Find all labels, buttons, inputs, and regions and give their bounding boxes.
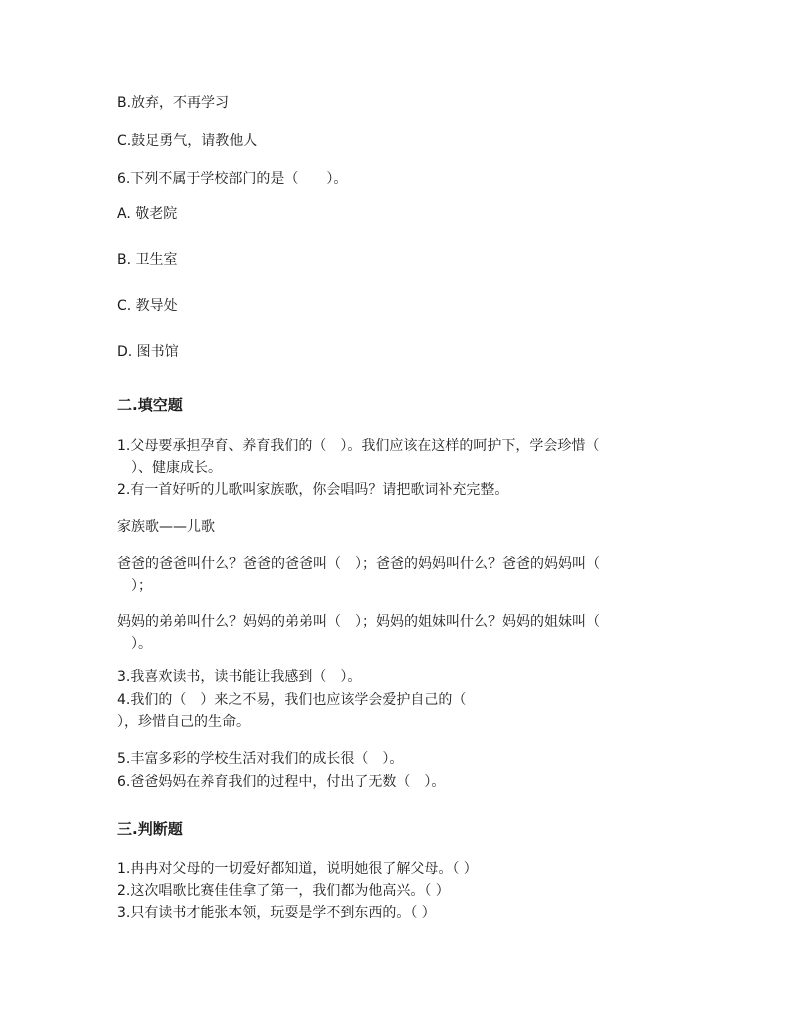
fill-question-1-line-1: 1.父母要承担孕育、养育我们的（ ）。我们应该在这样的呵护下，学会珍惜（ [117, 438, 600, 454]
judge-question-3: 3.只有读书才能张本领，玩耍是学不到东西的。（ ） [117, 905, 436, 921]
option-b-give-up: B.放弃，不再学习 [117, 95, 230, 111]
option-b: B. 卫生室 [117, 252, 178, 268]
fill-question-1-line-2: ）、健康成长。 [117, 460, 222, 476]
fill-question-5: 5.丰富多彩的学校生活对我们的成长很（ ）。 [117, 751, 404, 767]
fill-question-4-line-1: 4.我们的（ ）来之不易，我们也应该学会爱护自己的（ [117, 692, 467, 708]
song-verse-2-line-1: 妈妈的弟弟叫什么？妈妈的弟弟叫（ ）；妈妈的姐妹叫什么？妈妈的姐妹叫（ [117, 614, 600, 630]
question-6: 6.下列不属于学校部门的是（ ）。 [117, 171, 348, 187]
fill-question-2: 2.有一首好听的儿歌叫家族歌，你会唱吗？请把歌词补充完整。 [117, 482, 509, 498]
option-a: A. 敬老院 [117, 206, 178, 222]
option-c: C. 教导处 [117, 298, 178, 314]
option-c-ask-others: C.鼓足勇气，请教他人 [117, 133, 258, 149]
fill-question-3: 3.我喜欢读书，读书能让我感到（ ）。 [117, 669, 362, 685]
song-verse-2-line-2: ）。 [117, 636, 152, 652]
fill-question-6: 6.爸爸妈妈在养育我们的过程中，付出了无数（ ）。 [117, 774, 446, 790]
song-title: 家族歌——儿歌 [117, 519, 215, 535]
song-verse-1-line-2: ）； [117, 578, 152, 594]
option-d: D. 图书馆 [117, 344, 179, 360]
fill-question-4-line-2: ），珍惜自己的生命。 [117, 714, 250, 730]
section-heading-fill-blank: 二.填空题 [117, 396, 183, 414]
song-verse-1-line-1: 爸爸的爸爸叫什么？爸爸的爸爸叫（ ）；爸爸的妈妈叫什么？爸爸的妈妈叫（ [117, 556, 600, 572]
judge-question-2: 2.这次唱歌比赛佳佳拿了第一，我们都为他高兴。（ ） [117, 883, 450, 899]
judge-question-1: 1.冉冉对父母的一切爱好都知道，说明她很了解父母。（ ） [117, 861, 478, 877]
section-heading-true-false: 三.判断题 [117, 820, 183, 838]
